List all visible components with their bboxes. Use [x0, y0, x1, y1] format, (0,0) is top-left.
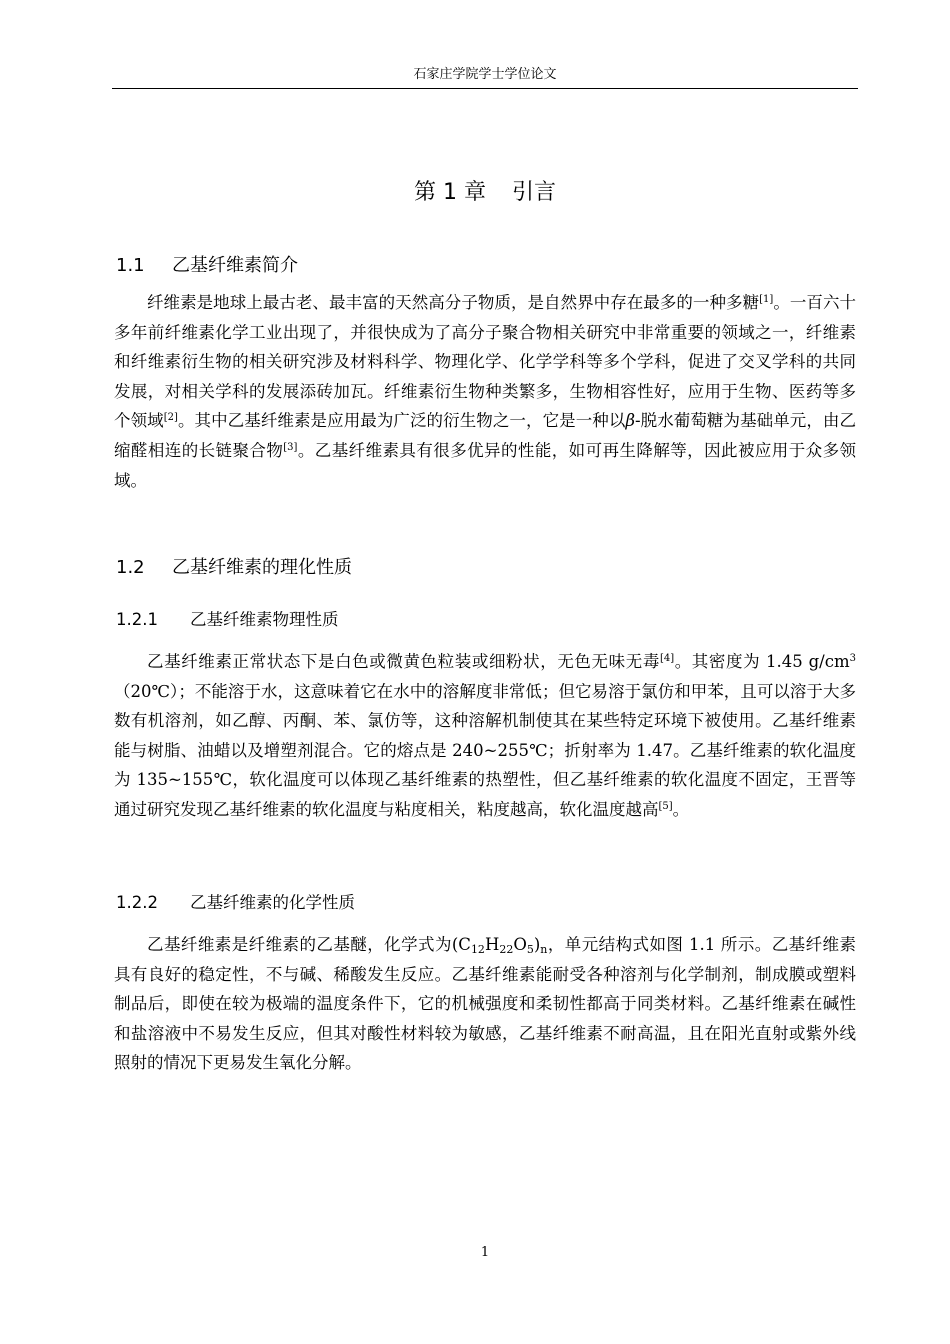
- chapter-number: 第 1 章: [414, 180, 486, 205]
- section-heading-1-1: [116, 252, 298, 280]
- subsection-title: 乙基纤维素的化学性质: [190, 893, 355, 912]
- subsection-number: 1.2.2: [116, 893, 158, 912]
- chapter-name: 引言: [511, 180, 556, 205]
- citation-5: [5]: [658, 800, 673, 812]
- subsection-heading-1-2-1: [116, 607, 339, 633]
- paragraph-physical-properties: 乙基纤维素正常状态下是白色或微黄色粒装或细粉状，无色无味无毒[4]。其密度为 1.45 $g/cm^3(20℃)$；不能溶于水，这意味着它在水中的溶解度非常低；但它易溶于氯仿和甲苯，且可以溶于大多数有机溶剂，如乙醇、丙酮、苯、氯仿等，这种溶解机制使其在某些特定环境下被使用。乙基纤维素能与树脂、油蜡以及增塑剂混合。它的熔点是 240~255℃；折射率为 1.47。乙基纤维素的软化温度为 135~155℃，软化温度可以体现乙基纤维素的热塑性，但乙基纤维素的软化温度不固定，王晋等通过研究发现乙基纤维素的软化温度与粘度相关，粘度越高，软化温度越高[5]。: [114, 652, 857, 819]
- section-number: 1.1: [116, 255, 145, 276]
- subsection-heading-1-2-2: [116, 890, 355, 916]
- section-heading-1-2: [116, 554, 352, 582]
- paragraph-cellulose-intro: 纤维素是地球上最古老、最丰富的天然高分子物质，是自然界中存在最多的一种多糖[1]。一百六十多年前纤维素化学工业出现了，并很快成为了高分子聚合物相关研究中非常重要的领域之一，纤维素和纤维素衍生物的相关研究涉及材料科学、物理化学、化学学科等多个学科，促进了交叉学科的共同发展，对相关学科的发展添砖加瓦。纤维素衍生物种类繁多，生物相容性好，应用于生物、医药等多个领域[2]。其中乙基纤维素是应用最为广泛的衍生物之一，它是一种以β-脱水葡萄糖为基础单元，由乙缩醛相连的长链聚合物[3]。乙基纤维素具有很多优异的性能，如可再生降解等，因此被应用于众多领域。: [114, 293, 857, 490]
- citation-2: [2]: [163, 412, 178, 424]
- section-number: 1.2: [116, 557, 145, 578]
- citation-3: [3]: [283, 441, 298, 453]
- citation-4: [4]: [659, 653, 675, 664]
- section-title: 乙基纤维素简介: [172, 255, 298, 276]
- section-title: 乙基纤维素的理化性质: [172, 557, 352, 578]
- subsection-title: 乙基纤维素物理性质: [190, 610, 339, 629]
- page-number: 1: [480, 1245, 490, 1260]
- header-rule: [112, 88, 858, 89]
- running-header: 石家庄学院学士学位论文: [413, 67, 557, 82]
- subsection-number: 1.2.1: [116, 610, 158, 629]
- citation-1: [1]: [759, 294, 774, 305]
- chapter-title: [112, 176, 858, 210]
- paragraph-chemical-properties: 乙基纤维素是纤维素的乙基醚，化学式为$(C_{12}H_{22}O_5)_n$，单元结构式如图 1.1 所示。乙基纤维素具有良好的稳定性，不与碱、稀酸发生反应。乙基纤维素能耐受各种溶剂与化学制剂，制成膜或塑料制品后，即使在较为极端的温度条件下，它的机械强度和柔韧性都高于同类材料。乙基纤维素在碱性和盐溶液中不易发生反应，但其对酸性材料较为敏感，乙基纤维素不耐高温，且在阳光直射或紫外线照射的情况下更易发生氧化分解。: [114, 935, 856, 1073]
- density-unit-exponent: 3: [849, 653, 857, 664]
